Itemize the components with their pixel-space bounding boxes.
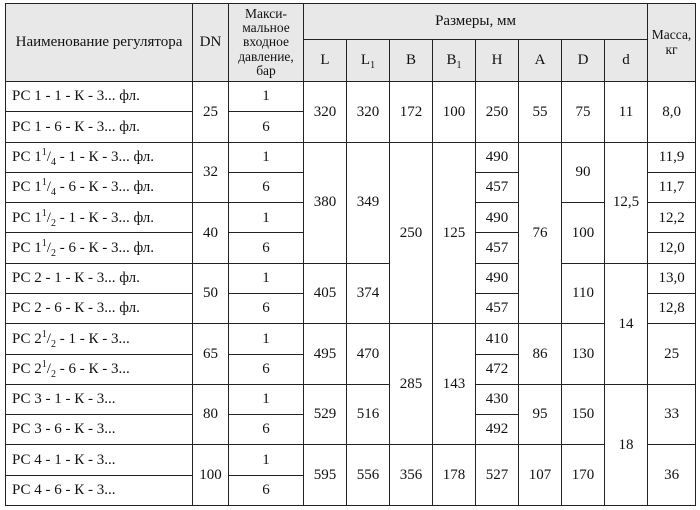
- D-cell: 110: [562, 263, 605, 324]
- H-cell: 472: [476, 354, 519, 384]
- H-cell: 490: [476, 142, 519, 172]
- B-cell: 172: [390, 82, 433, 143]
- L-cell: 405: [304, 263, 347, 324]
- regulator-name: РС $1^1/_4 - 6$ - К - 3... фл.: [6, 172, 193, 202]
- d-cell: 12,5: [605, 142, 648, 263]
- B-cell: 285: [390, 324, 433, 445]
- B1-cell: 178: [433, 445, 476, 506]
- L-cell: 380: [304, 142, 347, 263]
- regulator-name: РС $1^1/_2 - 1$ - К - 3... фл.: [6, 203, 193, 233]
- header-L: L: [304, 40, 347, 82]
- regulator-name: РС 2 - 1 - К - 3... фл.: [6, 263, 193, 293]
- header-H: H: [476, 40, 519, 82]
- d-cell: 11: [605, 82, 648, 143]
- header-B1: $B_1$: [433, 40, 476, 82]
- H-cell: 430: [476, 384, 519, 414]
- L1-cell: 349: [347, 142, 390, 263]
- pressure-cell: 6: [229, 112, 304, 142]
- D-cell: 100: [562, 203, 605, 264]
- mass-cell: 36: [648, 445, 696, 506]
- H-cell: 410: [476, 324, 519, 354]
- pressure-cell: 1: [229, 324, 304, 354]
- header-d: d: [605, 40, 648, 82]
- A-cell: 86: [519, 324, 562, 385]
- mass-cell: 11,9: [648, 142, 696, 172]
- L-cell: 320: [304, 82, 347, 143]
- table-row: [6, 384, 696, 414]
- dn-cell: 32: [193, 142, 229, 203]
- pressure-cell: 1: [229, 445, 304, 475]
- pressure-cell: 1: [229, 82, 304, 112]
- mass-cell: 25: [648, 324, 696, 385]
- pressure-cell: 6: [229, 293, 304, 323]
- mass-cell: 12,2: [648, 203, 696, 233]
- pressure-cell: 6: [229, 415, 304, 445]
- dn-cell: 40: [193, 203, 229, 264]
- H-cell: 492: [476, 415, 519, 445]
- mass-cell: 33: [648, 384, 696, 445]
- regulator-name: РС $2^1/_2 - 1$ - К - 3...: [6, 324, 193, 354]
- header-A: A: [519, 40, 562, 82]
- table-row: [6, 445, 696, 475]
- table-row: [6, 263, 696, 293]
- regulator-name: РС 4 - 1 - К - 3...: [6, 445, 193, 475]
- pressure-cell: 1: [229, 203, 304, 233]
- header-L1: $L_1$: [347, 40, 390, 82]
- regulator-name: РС $1^1/_2 - 6$ - К - 3... фл.: [6, 233, 193, 263]
- A-cell: 107: [519, 445, 562, 506]
- L1-cell: 556: [347, 445, 390, 506]
- regulator-name: РС $2^1/_2 - 6$ - К - 3...: [6, 354, 193, 384]
- header-mass: Масса, кг: [648, 4, 696, 82]
- B-cell: 250: [390, 142, 433, 324]
- H-cell: 457: [476, 293, 519, 323]
- mass-cell: 12,8: [648, 293, 696, 323]
- table-row: [6, 142, 696, 172]
- L1-cell: 320: [347, 82, 390, 143]
- H-cell: 457: [476, 233, 519, 263]
- dn-cell: 25: [193, 82, 229, 143]
- regulator-name: РС 1 - 1 - К - 3... фл.: [6, 82, 193, 112]
- mass-cell: 13,0: [648, 263, 696, 293]
- pressure-cell: 6: [229, 233, 304, 263]
- dn-cell: 65: [193, 324, 229, 385]
- pressure-cell: 6: [229, 172, 304, 202]
- A-cell: 76: [519, 142, 562, 324]
- d-cell: 14: [605, 263, 648, 384]
- header-pressure: Макси-мальное входное давление, бар: [229, 4, 304, 82]
- regulator-name: РС 4 - 6 - К - 3...: [6, 475, 193, 505]
- H-cell: 250: [476, 82, 519, 143]
- regulator-name: РС 3 - 6 - К - 3...: [6, 415, 193, 445]
- regulator-name: РС 1 - 6 - К - 3... фл.: [6, 112, 193, 142]
- A-cell: 95: [519, 384, 562, 445]
- B1-cell: 143: [433, 324, 476, 445]
- mass-cell: 11,7: [648, 172, 696, 202]
- D-cell: 90: [562, 142, 605, 203]
- header-B: B: [390, 40, 433, 82]
- dn-cell: 100: [193, 445, 229, 506]
- dn-cell: 80: [193, 384, 229, 445]
- H-cell: 490: [476, 263, 519, 293]
- regulator-name: РС 3 - 1 - К - 3...: [6, 384, 193, 414]
- H-cell: 457: [476, 172, 519, 202]
- table-row: [6, 324, 696, 354]
- dn-cell: 50: [193, 263, 229, 324]
- D-cell: 150: [562, 384, 605, 445]
- H-cell: 527: [476, 445, 519, 506]
- d-cell: 18: [605, 384, 648, 505]
- header-dimensions: Размеры, мм: [304, 4, 648, 40]
- header-D: D: [562, 40, 605, 82]
- table-row: [6, 82, 696, 112]
- D-cell: 130: [562, 324, 605, 385]
- header-name: Наименование регулятора: [6, 4, 193, 82]
- mass-cell: 8,0: [648, 82, 696, 143]
- H-cell: 490: [476, 203, 519, 233]
- L1-cell: 374: [347, 263, 390, 324]
- pressure-cell: 1: [229, 142, 304, 172]
- L-cell: 595: [304, 445, 347, 506]
- header-dn: DN: [193, 4, 229, 82]
- L-cell: 495: [304, 324, 347, 385]
- D-cell: 170: [562, 445, 605, 506]
- B1-cell: 100: [433, 82, 476, 143]
- mass-cell: 12,0: [648, 233, 696, 263]
- B-cell: 356: [390, 445, 433, 506]
- pressure-cell: 1: [229, 384, 304, 414]
- L-cell: 529: [304, 384, 347, 445]
- regulator-name: РС 2 - 6 - К - 3... фл.: [6, 293, 193, 323]
- B1-cell: 125: [433, 142, 476, 324]
- D-cell: 75: [562, 82, 605, 143]
- regulator-dimensions-table: [5, 3, 696, 506]
- regulator-name: РС $1^1/_4 - 1$ - К - 3... фл.: [6, 142, 193, 172]
- A-cell: 55: [519, 82, 562, 143]
- L1-cell: 470: [347, 324, 390, 385]
- pressure-cell: 6: [229, 475, 304, 505]
- pressure-cell: 6: [229, 354, 304, 384]
- pressure-cell: 1: [229, 263, 304, 293]
- L1-cell: 516: [347, 384, 390, 445]
